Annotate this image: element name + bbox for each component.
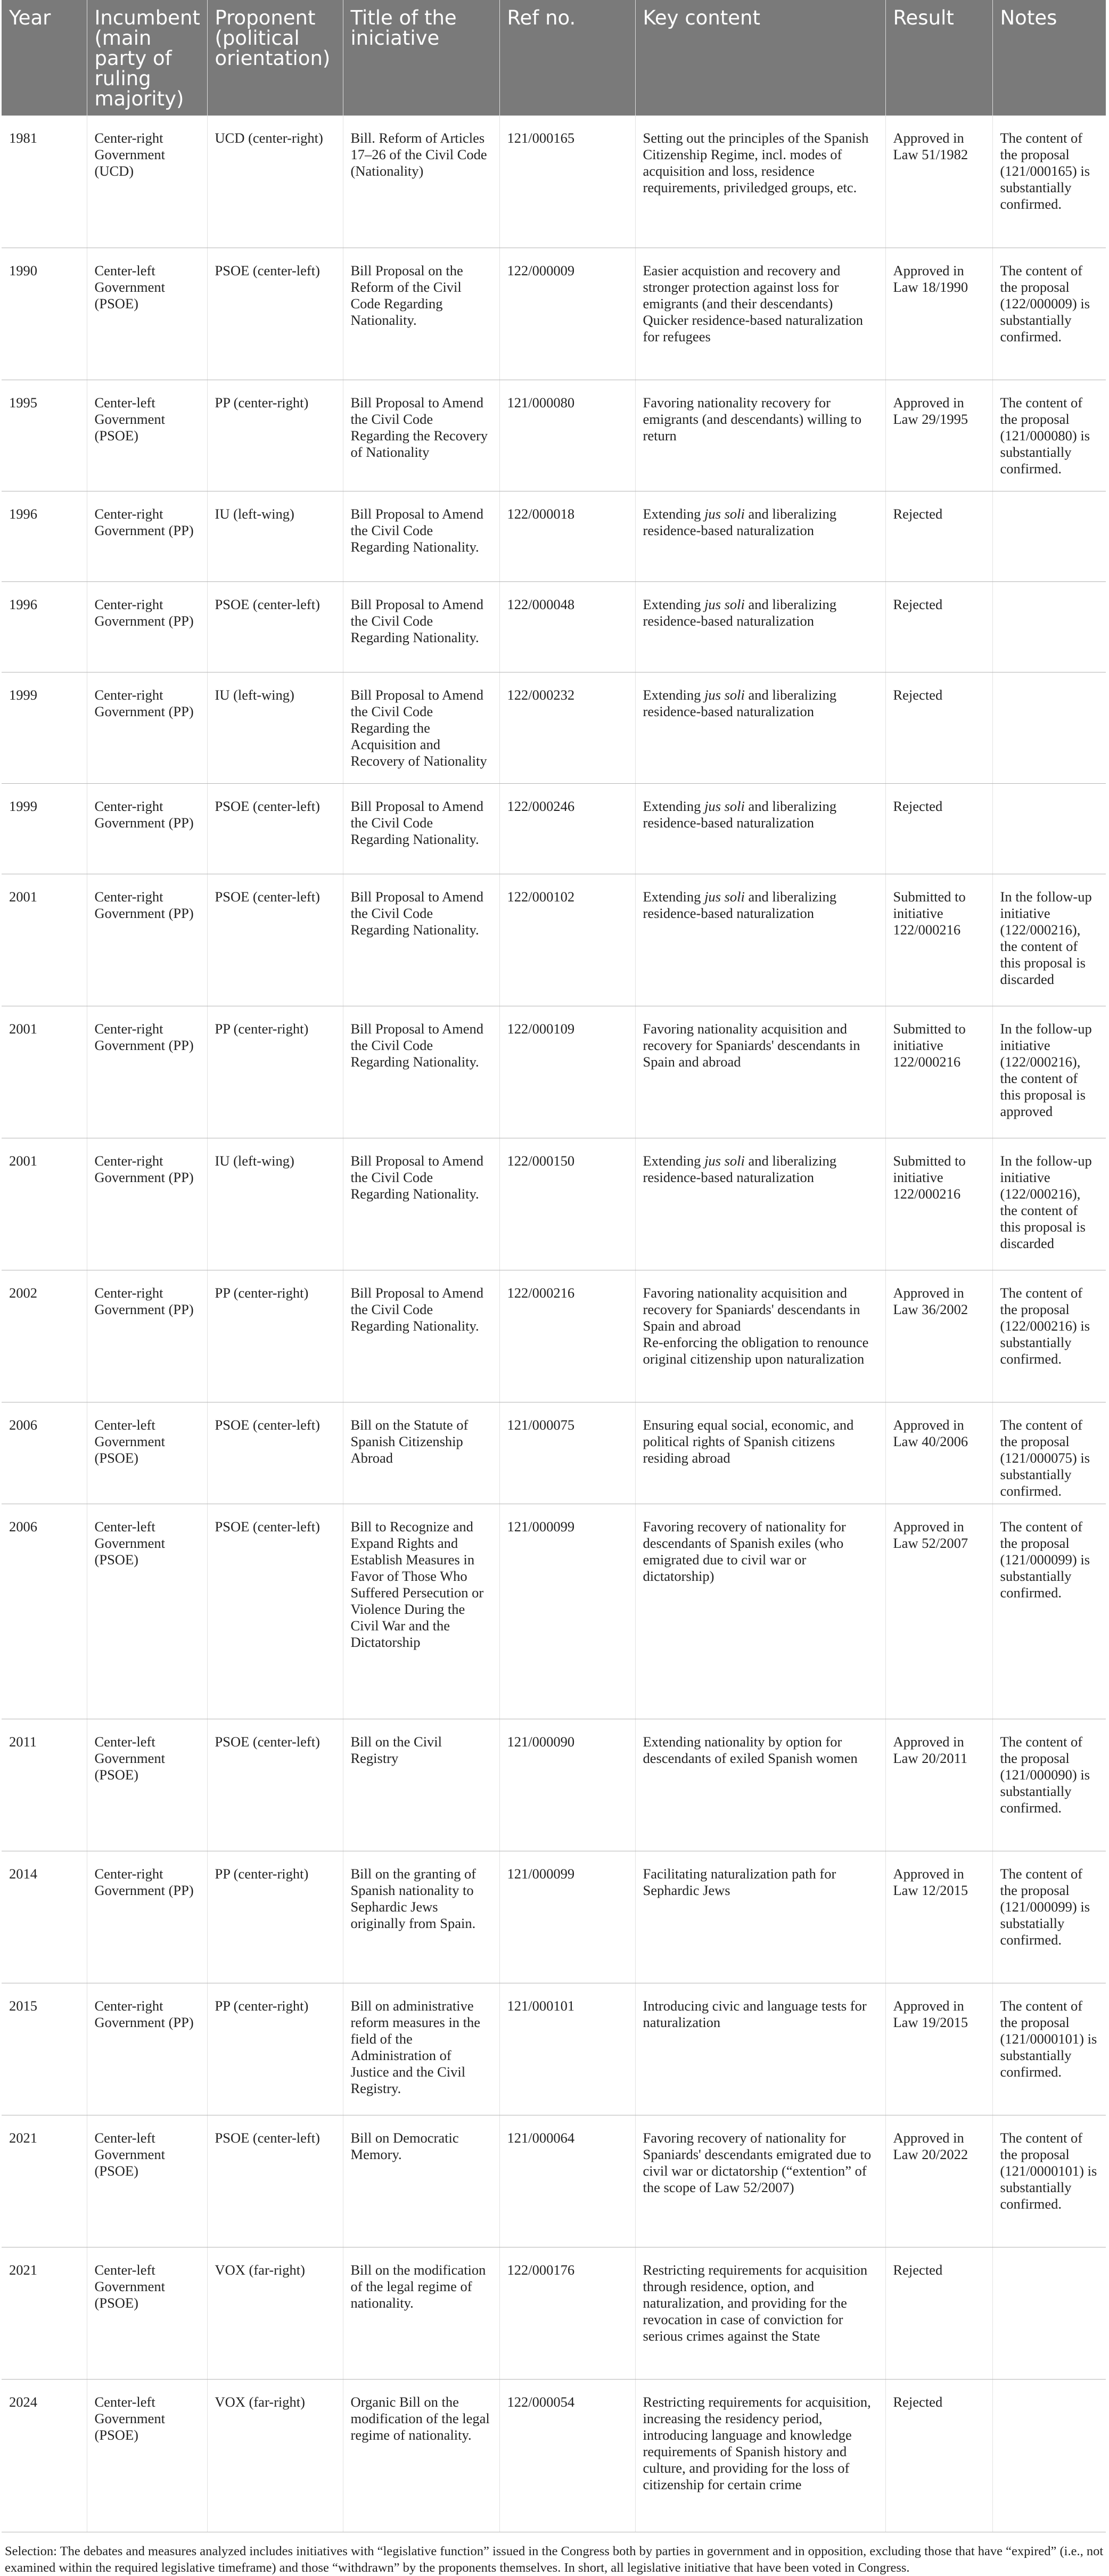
cell-title: Bill on the Statute of Spanish Citizenship Abroad (343, 1402, 499, 1504)
key-content-line: Favoring nationality recovery for emigrants (and descendants) willing to return (643, 394, 862, 444)
cell-year: 2015 (2, 1983, 87, 2115)
cell-key-content (635, 248, 885, 380)
cell-title: Bill Proposal to Amend the Civil Code Regarding the Acquisition and Recovery of Nationality (343, 672, 499, 783)
header-result: Result (885, 0, 992, 116)
cell-key-content (635, 1402, 885, 1504)
cell-notes: In the follow-up initiative (122/000216), the content of this proposal is approved (992, 1006, 1106, 1138)
cell-proponent: PP (center-right) (207, 1983, 343, 2115)
header-title: Title of the iniciative (343, 0, 499, 116)
table-container (2, 0, 1106, 2576)
cell-notes: The content of the proposal (122/000009) is substantially confirmed. (992, 248, 1106, 380)
cell-key-content (635, 1270, 885, 1402)
cell-result: Approved in Law 40/2006 (885, 1402, 992, 1504)
cell-key-content (635, 116, 885, 248)
table-row (2, 1138, 1106, 1270)
cell-notes: The content of the proposal (121/0000101) is substantially confirmed. (992, 2115, 1106, 2247)
cell-key-content (635, 783, 885, 874)
cell-notes: The content of the proposal (121/000099) is substantially confirmed. (992, 1504, 1106, 1719)
cell-incumbent: Center-left Government (PSOE) (87, 1719, 207, 1851)
cell-title: Bill. Reform of Articles 17–26 of the Civil Code (Nationality) (343, 116, 499, 248)
cell-result: Approved in Law 52/2007 (885, 1504, 992, 1719)
cell-ref: 122/000232 (499, 672, 635, 783)
cell-proponent: IU (left-wing) (207, 491, 343, 581)
cell-year: 1990 (2, 248, 87, 380)
cell-notes (992, 2379, 1106, 2532)
key-content-line: Extending jus soli and liberalizing residence-based naturalization (643, 596, 837, 629)
cell-key-content (635, 1719, 885, 1851)
cell-notes: The content of the proposal (121/000075) is substantially confirmed. (992, 1402, 1106, 1504)
key-content-line: Extending jus soli and liberalizing residence-based naturalization (643, 798, 837, 831)
cell-incumbent: Center-right Government (PP) (87, 1138, 207, 1270)
key-content-line: Facilitating naturalization path for Sephardic Jews (643, 1865, 836, 1898)
cell-proponent: PP (center-right) (207, 1851, 343, 1983)
table-row (2, 1402, 1106, 1504)
table-row (2, 116, 1106, 248)
cell-incumbent: Center-right Government (PP) (87, 672, 207, 783)
table-row (2, 672, 1106, 783)
cell-proponent: PP (center-right) (207, 380, 343, 491)
cell-proponent: PSOE (center-left) (207, 581, 343, 672)
cell-title: Bill to Recognize and Expand Rights and Establish Measures in Favor of Those Who Suffered Persecution or Violence During the Civil War and the Dictatorship (343, 1504, 499, 1719)
cell-incumbent: Center-right Government (PP) (87, 1851, 207, 1983)
cell-notes: The content of the proposal (121/000165) is substantially confirmed. (992, 116, 1106, 248)
cell-key-content (635, 491, 885, 581)
cell-notes: The content of the proposal (121/0000101) is substantially confirmed. (992, 1983, 1106, 2115)
table-row (2, 1983, 1106, 2115)
cell-year: 2014 (2, 1851, 87, 1983)
table-row (2, 2115, 1106, 2247)
cell-proponent: VOX (far-right) (207, 2247, 343, 2379)
cell-incumbent: Center-left Government (PSOE) (87, 1504, 207, 1719)
cell-title: Bill Proposal to Amend the Civil Code Regarding Nationality. (343, 1138, 499, 1270)
header-incumbent: Incumbent (main party of ruling majority) (87, 0, 207, 116)
table-row (2, 783, 1106, 874)
cell-proponent: PP (center-right) (207, 1270, 343, 1402)
cell-ref: 122/000018 (499, 491, 635, 581)
table-row (2, 874, 1106, 1006)
cell-result: Rejected (885, 2379, 992, 2532)
cell-ref: 122/000054 (499, 2379, 635, 2532)
cell-proponent: PSOE (center-left) (207, 874, 343, 1006)
cell-proponent: PSOE (center-left) (207, 783, 343, 874)
cell-result: Submitted to initiative 122/000216 (885, 1138, 992, 1270)
cell-title: Organic Bill on the modification of the legal regime of nationality. (343, 2379, 499, 2532)
cell-year: 2002 (2, 1270, 87, 1402)
cell-ref: 121/000064 (499, 2115, 635, 2247)
table-row (2, 2247, 1106, 2379)
cell-incumbent: Center-left Government (PSOE) (87, 2247, 207, 2379)
cell-proponent: PSOE (center-left) (207, 1504, 343, 1719)
cell-year: 2001 (2, 874, 87, 1006)
cell-year: 2006 (2, 1504, 87, 1719)
cell-title: Bill on administrative reform measures in the field of the Administration of Justice and the Civil Registry. (343, 1983, 499, 2115)
cell-result: Approved in Law 19/2015 (885, 1983, 992, 2115)
cell-title: Bill on the modification of the legal regime of nationality. (343, 2247, 499, 2379)
key-content-line: Restricting requirements for acquisition, increasing the residency period, introducing language and knowledge requirements of Spanish history and culture, and providing for the loss of citizenship for certain crime (643, 2393, 871, 2492)
key-content-line: Favoring nationality acquisition and recovery for Spaniards' descendants in Spain and abroad (643, 1020, 860, 1070)
cell-key-content (635, 380, 885, 491)
cell-result: Rejected (885, 2247, 992, 2379)
cell-incumbent: Center-left Government (PSOE) (87, 248, 207, 380)
cell-ref: 121/000080 (499, 380, 635, 491)
cell-result: Submitted to initiative 122/000216 (885, 874, 992, 1006)
key-content-line: Extending jus soli and liberalizing residence-based naturalization (643, 505, 837, 538)
header-key-content: Key content (635, 0, 885, 116)
cell-key-content (635, 581, 885, 672)
cell-result: Rejected (885, 581, 992, 672)
key-content-line: Extending jus soli and liberalizing residence-based naturalization (643, 1152, 837, 1185)
cell-notes: The content of the proposal (122/000216) is substantially confirmed. (992, 1270, 1106, 1402)
table-body (2, 116, 1106, 2532)
cell-result: Approved in Law 12/2015 (885, 1851, 992, 1983)
cell-notes: The content of the proposal (121/000090) is substantially confirmed. (992, 1719, 1106, 1851)
header-row (2, 0, 1106, 116)
cell-result: Approved in Law 20/2022 (885, 2115, 992, 2247)
key-content-line: Ensuring equal social, economic, and political rights of Spanish citizens residing abroad (643, 1416, 854, 1466)
cell-year: 2021 (2, 2115, 87, 2247)
cell-key-content (635, 1138, 885, 1270)
header-proponent: Proponent (political orientation) (207, 0, 343, 116)
cell-year: 2001 (2, 1138, 87, 1270)
table-row (2, 2379, 1106, 2532)
cell-title: Bill on the granting of Spanish nationality to Sephardic Jews originally from Spain. (343, 1851, 499, 1983)
table-row (2, 1851, 1106, 1983)
cell-notes (992, 783, 1106, 874)
cell-notes (992, 672, 1106, 783)
key-content-line: Extending nationality by option for descendants of exiled Spanish women (643, 1733, 858, 1766)
cell-result: Approved in Law 51/1982 (885, 116, 992, 248)
cell-incumbent: Center-left Government (PSOE) (87, 2379, 207, 2532)
table-row (2, 380, 1106, 491)
cell-incumbent: Center-left Government (PSOE) (87, 1402, 207, 1504)
cell-key-content (635, 2247, 885, 2379)
cell-ref: 122/000150 (499, 1138, 635, 1270)
cell-ref: 122/000216 (499, 1270, 635, 1402)
key-content-line: Quicker residence-based naturalization for refugees (643, 311, 863, 344)
cell-key-content (635, 1504, 885, 1719)
cell-year: 2006 (2, 1402, 87, 1504)
key-content-line: Re-enforcing the obligation to renounce original citizenship upon naturalization (643, 1334, 869, 1367)
cell-ref: 121/000099 (499, 1504, 635, 1719)
key-content-line: Introducing civic and language tests for naturalization (643, 1997, 867, 2030)
cell-key-content (635, 672, 885, 783)
cell-ref: 122/000176 (499, 2247, 635, 2379)
legislative-initiatives-table (2, 0, 1106, 2532)
cell-proponent: PSOE (center-left) (207, 248, 343, 380)
cell-ref: 121/000090 (499, 1719, 635, 1851)
cell-year: 1999 (2, 783, 87, 874)
cell-ref: 122/000246 (499, 783, 635, 874)
cell-title: Bill Proposal to Amend the Civil Code Regarding Nationality. (343, 491, 499, 581)
key-content-line: Easier acquistion and recovery and stronger protection against loss for emigrants (and their descendants) (643, 262, 841, 311)
cell-ref: 122/000102 (499, 874, 635, 1006)
table-row (2, 1006, 1106, 1138)
cell-proponent: PSOE (center-left) (207, 2115, 343, 2247)
cell-notes: The content of the proposal (121/000080) is substantially confirmed. (992, 380, 1106, 491)
cell-title: Bill Proposal to Amend the Civil Code Regarding Nationality. (343, 874, 499, 1006)
header-notes: Notes (992, 0, 1106, 116)
cell-incumbent: Center-right Government (PP) (87, 783, 207, 874)
cell-proponent: UCD (center-right) (207, 116, 343, 248)
key-content-line: Extending jus soli and liberalizing residence-based naturalization (643, 686, 837, 719)
cell-title: Bill Proposal to Amend the Civil Code Regarding Nationality. (343, 1006, 499, 1138)
cell-ref: 122/000048 (499, 581, 635, 672)
cell-incumbent: Center-right Government (PP) (87, 1983, 207, 2115)
table-footnote: Selection: The debates and measures analyzed includes initiatives with “legislative function” issued in the Congress both by parties in government and in opposition, excluding those that have “expired” (i.e., not examined within the required legislative timeframe) and those “withdrawn” by the proponents themselves. In short, all legislative initiative that have been voted in Congress. (5, 2544, 1104, 2575)
key-content-line: Setting out the principles of the Spanish Citizenship Regime, incl. modes of acquisition and loss, residence requirements, priviledged groups, etc. (643, 130, 869, 195)
cell-ref: 121/000075 (499, 1402, 635, 1504)
table-row (2, 581, 1106, 672)
cell-year: 2001 (2, 1006, 87, 1138)
cell-key-content (635, 874, 885, 1006)
cell-year: 2024 (2, 2379, 87, 2532)
cell-notes (992, 2247, 1106, 2379)
cell-year: 1995 (2, 380, 87, 491)
cell-incumbent: Center-left Government (PSOE) (87, 2115, 207, 2247)
cell-title: Bill on Democratic Memory. (343, 2115, 499, 2247)
table-row (2, 491, 1106, 581)
cell-notes (992, 581, 1106, 672)
cell-incumbent: Center-right Government (PP) (87, 1006, 207, 1138)
key-content-line: Restricting requirements for acquisition through residence, option, and naturalization, and providing for the revocation in case of conviction for serious crimes against the State (643, 2261, 868, 2344)
cell-result: Approved in Law 36/2002 (885, 1270, 992, 1402)
key-content-line: Extending jus soli and liberalizing residence-based naturalization (643, 888, 837, 921)
cell-result: Rejected (885, 783, 992, 874)
cell-incumbent: Center-right Government (PP) (87, 874, 207, 1006)
cell-key-content (635, 2379, 885, 2532)
key-content-line: Favoring recovery of nationality for descendants of Spanish exiles (who emigrated due to civil war or dictatorship) (643, 1518, 846, 1584)
cell-title: Bill Proposal to Amend the Civil Code Regarding Nationality. (343, 783, 499, 874)
cell-year: 1981 (2, 116, 87, 248)
cell-key-content (635, 1983, 885, 2115)
table-row (2, 1504, 1106, 1719)
key-content-line: Favoring recovery of nationality for Spaniards' descendants emigrated due to civil war or dictatorship (“extention” of the scope of Law 52/2007) (643, 2129, 872, 2195)
cell-year: 2011 (2, 1719, 87, 1851)
header-ref: Ref no. (499, 0, 635, 116)
cell-notes: In the follow-up initiative (122/000216), the content of this proposal is discarded (992, 1138, 1106, 1270)
cell-year: 1996 (2, 491, 87, 581)
cell-title: Bill Proposal on the Reform of the Civil Code Regarding Nationality. (343, 248, 499, 380)
cell-incumbent: Center-right Government (PP) (87, 491, 207, 581)
cell-proponent: IU (left-wing) (207, 672, 343, 783)
cell-year: 1999 (2, 672, 87, 783)
cell-result: Approved in Law 20/2011 (885, 1719, 992, 1851)
cell-incumbent: Center-left Government (PSOE) (87, 380, 207, 491)
cell-year: 1996 (2, 581, 87, 672)
cell-title: Bill Proposal to Amend the Civil Code Regarding Nationality. (343, 1270, 499, 1402)
cell-ref: 121/000099 (499, 1851, 635, 1983)
cell-year: 2021 (2, 2247, 87, 2379)
cell-title: Bill Proposal to Amend the Civil Code Regarding the Recovery of Nationality (343, 380, 499, 491)
cell-proponent: PSOE (center-left) (207, 1402, 343, 1504)
cell-key-content (635, 1006, 885, 1138)
cell-proponent: IU (left-wing) (207, 1138, 343, 1270)
header-year: Year (2, 0, 87, 116)
cell-title: Bill Proposal to Amend the Civil Code Regarding Nationality. (343, 581, 499, 672)
cell-key-content (635, 2115, 885, 2247)
cell-notes (992, 491, 1106, 581)
cell-notes: In the follow-up initiative (122/000216), the content of this proposal is discarded (992, 874, 1106, 1006)
cell-result: Approved in Law 18/1990 (885, 248, 992, 380)
table-row (2, 1270, 1106, 1402)
cell-proponent: VOX (far-right) (207, 2379, 343, 2532)
cell-key-content (635, 1851, 885, 1983)
cell-incumbent: Center-right Government (UCD) (87, 116, 207, 248)
cell-incumbent: Center-right Government (PP) (87, 581, 207, 672)
cell-result: Submitted to initiative 122/000216 (885, 1006, 992, 1138)
cell-ref: 121/000165 (499, 116, 635, 248)
cell-result: Rejected (885, 672, 992, 783)
cell-ref: 121/000101 (499, 1983, 635, 2115)
key-content-line: Favoring nationality acquisition and recovery for Spaniards' descendants in Spain and abroad (643, 1284, 860, 1334)
table-row (2, 248, 1106, 380)
cell-incumbent: Center-right Government (PP) (87, 1270, 207, 1402)
cell-title: Bill on the Civil Registry (343, 1719, 499, 1851)
table-row (2, 1719, 1106, 1851)
cell-ref: 122/000009 (499, 248, 635, 380)
cell-proponent: PP (center-right) (207, 1006, 343, 1138)
cell-notes: The content of the proposal (121/000099) is substatially confirmed. (992, 1851, 1106, 1983)
cell-proponent: PSOE (center-left) (207, 1719, 343, 1851)
cell-result: Rejected (885, 491, 992, 581)
cell-result: Approved in Law 29/1995 (885, 380, 992, 491)
cell-ref: 122/000109 (499, 1006, 635, 1138)
